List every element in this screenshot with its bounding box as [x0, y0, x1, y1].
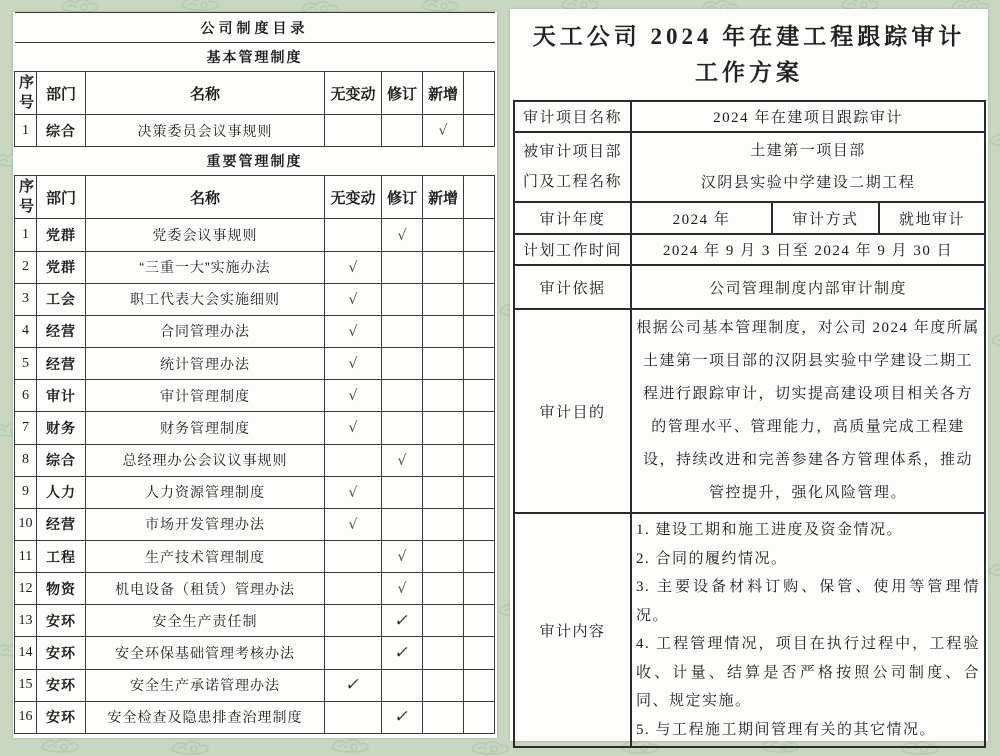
mark-cell-extra — [464, 669, 495, 701]
audit-content-item: 3. 主要设备材料订购、保管、使用等管理情况。 — [636, 579, 980, 624]
table-row — [514, 265, 985, 309]
table-row — [514, 132, 985, 202]
row-name: 机电设备（租赁）管理办法 — [86, 573, 325, 605]
mark-cell-extra — [464, 251, 495, 283]
column-header-revised: 修订 — [382, 72, 423, 115]
mark-cell-revised — [382, 251, 423, 283]
mark-cell-revised — [382, 412, 423, 444]
table-row — [514, 309, 985, 513]
mark-cell-added — [423, 315, 464, 347]
mark-cell-extra — [464, 348, 495, 380]
mark-cell-added — [423, 380, 464, 412]
mark-cell-revised — [382, 508, 423, 540]
row-name: 安全环保基础管理考核办法 — [86, 637, 325, 669]
mark-cell-extra — [464, 701, 495, 733]
table-row — [15, 701, 495, 733]
mark-cell-revised — [382, 115, 423, 147]
row-name: 市场开发管理办法 — [86, 508, 325, 540]
mark-cell-added — [423, 251, 464, 283]
mark-cell-extra — [464, 412, 495, 444]
doodle-icon — [987, 560, 1000, 578]
doodle-icon — [330, 736, 372, 754]
row-seq: 12 — [15, 573, 37, 605]
checkmark-icon: √ — [348, 323, 358, 340]
table-row — [15, 348, 495, 380]
section-heading-row — [15, 43, 495, 72]
mark-cell-unchanged — [325, 637, 382, 669]
row-dept: 安环 — [37, 669, 86, 701]
table-row — [15, 637, 495, 669]
row-name: 合同管理办法 — [86, 315, 325, 347]
row-dept: 经营 — [37, 508, 86, 540]
row-dept: 工程 — [37, 540, 86, 572]
row-seq: 1 — [15, 219, 37, 251]
table-row — [514, 101, 985, 132]
row-seq: 13 — [15, 605, 37, 637]
mark-cell-revised — [382, 476, 423, 508]
column-header-row — [15, 72, 495, 115]
audit-basis-label: 审计依据 — [514, 265, 631, 309]
row-name: 决策委员会议事规则 — [86, 115, 325, 147]
company-system-directory-table — [14, 12, 495, 734]
row-seq: 14 — [15, 637, 37, 669]
mark-cell-revised — [382, 380, 423, 412]
mark-cell-extra — [464, 315, 495, 347]
doodle-icon — [180, 0, 222, 12]
row-seq: 5 — [15, 348, 37, 380]
mark-cell-revised — [382, 669, 423, 701]
row-dept: 综合 — [37, 115, 86, 147]
row-name: 财务管理制度 — [86, 412, 325, 444]
doodle-icon — [990, 330, 1000, 348]
checkmark-icon: √ — [348, 516, 358, 533]
row-name: 总经理办公会议议事规则 — [86, 444, 325, 476]
table-title-row — [15, 13, 495, 43]
mark-cell-revised — [382, 605, 423, 637]
row-name: 统计管理办法 — [86, 348, 325, 380]
table-row — [15, 283, 495, 315]
row-dept: 工会 — [37, 283, 86, 315]
audited-dept-label: 被审计项目部 门及工程名称 — [514, 132, 631, 202]
column-header-unchanged: 无变动 — [325, 176, 382, 219]
row-dept: 经营 — [37, 348, 86, 380]
mark-cell-revised — [382, 701, 423, 733]
checkmark-icon: √ — [348, 420, 358, 437]
table-row — [514, 234, 985, 265]
mark-cell-extra — [464, 219, 495, 251]
doodle-icon — [170, 738, 212, 756]
column-header-name: 名称 — [86, 72, 325, 115]
row-name: 安全生产承诺管理办法 — [86, 669, 325, 701]
mark-cell-extra — [464, 540, 495, 572]
row-seq: 15 — [15, 669, 37, 701]
table-row — [15, 605, 495, 637]
table-row — [514, 513, 985, 747]
row-seq: 10 — [15, 508, 37, 540]
row-seq: 4 — [15, 315, 37, 347]
mark-cell-added — [423, 476, 464, 508]
audit-plan-title — [510, 19, 988, 91]
column-header-seq: 序号 — [15, 72, 37, 115]
mark-cell-unchanged — [325, 476, 382, 508]
mark-cell-unchanged — [325, 701, 382, 733]
column-header-added: 新增 — [423, 176, 464, 219]
project-name-label: 审计项目名称 — [514, 101, 631, 132]
row-seq: 1 — [15, 115, 37, 147]
table-row — [15, 669, 495, 701]
mark-cell-extra — [464, 283, 495, 315]
audit-plan-title-line1: 天工公司 2024 年在建工程跟踪审计 — [532, 24, 966, 49]
checkmark-icon: √ — [348, 291, 358, 308]
mark-cell-revised — [382, 540, 423, 572]
mark-cell-revised — [382, 283, 423, 315]
row-dept: 安环 — [37, 637, 86, 669]
row-name: 审计管理制度 — [86, 380, 325, 412]
row-seq: 9 — [15, 476, 37, 508]
mark-cell-added — [423, 540, 464, 572]
table-row — [15, 508, 495, 540]
mark-cell-revised — [382, 348, 423, 380]
mark-cell-extra — [464, 115, 495, 147]
row-dept: 安环 — [37, 701, 86, 733]
audit-method-label: 审计方式 — [772, 202, 879, 234]
mark-cell-added — [423, 412, 464, 444]
audit-plan-title-line2: 工作方案 — [695, 60, 803, 85]
row-name: 党委会议事规则 — [86, 219, 325, 251]
mark-cell-unchanged — [325, 315, 382, 347]
row-name: 安全生产责任制 — [86, 605, 325, 637]
row-dept: 物资 — [37, 573, 86, 605]
table-row — [15, 315, 495, 347]
section-heading-row — [15, 147, 495, 176]
row-dept: 党群 — [37, 219, 86, 251]
audit-work-plan-sheet — [510, 9, 988, 741]
column-header-revised: 修订 — [382, 176, 423, 219]
audit-content-value — [631, 513, 985, 747]
mark-cell-extra — [464, 444, 495, 476]
mark-cell-added — [423, 283, 464, 315]
table-row — [15, 444, 495, 476]
section-heading: 基本管理制度 — [15, 43, 495, 72]
checkmark-icon: ✓ — [392, 643, 412, 663]
row-name: 生产技术管理制度 — [86, 540, 325, 572]
mark-cell-unchanged — [325, 508, 382, 540]
mark-cell-unchanged — [325, 348, 382, 380]
audited-dept-value: 土建第一项目部 汉阴县实验中学建设二期工程 — [631, 132, 985, 202]
mark-cell-added — [423, 444, 464, 476]
audit-basis-value: 公司管理制度内部审计制度 — [631, 265, 985, 309]
company-system-directory-sheet — [13, 12, 497, 738]
mark-cell-added — [423, 637, 464, 669]
doodle-icon — [988, 130, 1000, 148]
mark-cell-unchanged — [325, 669, 382, 701]
column-header-unchanged: 无变动 — [325, 72, 382, 115]
mark-cell-unchanged — [325, 412, 382, 444]
row-name: 安全检查及隐患排查治理制度 — [86, 701, 325, 733]
column-header-name: 名称 — [86, 176, 325, 219]
doodle-icon — [470, 738, 512, 756]
mark-cell-unchanged — [325, 444, 382, 476]
mark-cell-unchanged — [325, 573, 382, 605]
row-dept: 人力 — [37, 476, 86, 508]
section-heading: 重要管理制度 — [15, 147, 495, 176]
mark-cell-revised — [382, 573, 423, 605]
column-header-added: 新增 — [423, 72, 464, 115]
checkmark-icon: √ — [348, 356, 358, 373]
audit-content-item: 5. 与工程施工期间管理有关的其它情况。 — [636, 721, 937, 738]
doodle-icon — [40, 736, 82, 754]
audit-year-value: 2024 年 — [631, 202, 772, 234]
mark-cell-revised — [382, 637, 423, 669]
mark-cell-extra — [464, 637, 495, 669]
mark-cell-added — [423, 219, 464, 251]
row-dept: 审计 — [37, 380, 86, 412]
checkmark-icon: √ — [348, 259, 358, 276]
audit-content-item: 1. 建设工期和施工进度及资金情况。 — [636, 522, 904, 538]
checkmark-icon: ✓ — [392, 707, 412, 727]
mark-cell-unchanged — [325, 380, 382, 412]
audit-plan-table — [513, 100, 986, 748]
checkmark-icon: ✓ — [343, 675, 363, 695]
row-seq: 11 — [15, 540, 37, 572]
mark-cell-added — [423, 115, 464, 147]
mark-cell-added — [423, 573, 464, 605]
checkmark-icon: √ — [348, 388, 358, 405]
checkmark-icon: √ — [397, 452, 407, 469]
row-seq: 3 — [15, 283, 37, 315]
row-name: 职工代表大会实施细则 — [86, 283, 325, 315]
column-header-dept: 部门 — [37, 72, 86, 115]
left-doc-title: 公司制度目录 — [15, 13, 495, 43]
table-row — [15, 412, 495, 444]
audit-content-label: 审计内容 — [514, 513, 631, 747]
planned-time-label: 计划工作时间 — [514, 234, 631, 265]
mark-cell-revised — [382, 444, 423, 476]
audit-year-label: 审计年度 — [514, 202, 631, 234]
row-dept: 安环 — [37, 605, 86, 637]
row-dept: 经营 — [37, 315, 86, 347]
mark-cell-extra — [464, 573, 495, 605]
mark-cell-added — [423, 701, 464, 733]
mark-cell-added — [423, 605, 464, 637]
mark-cell-revised — [382, 219, 423, 251]
mark-cell-added — [423, 348, 464, 380]
row-seq: 2 — [15, 251, 37, 283]
audit-purpose-value: 根据公司基本管理制度，对公司 2024 年度所属土建第一项目部的汉阴县实验中学建设二期工程进行跟踪审计，切实提高建设项目相关各方的管理水平、管理能力，高质量完成工程建设，持续改进和完善参建各方管理体系，推动管控提升，强化风险管理。 — [631, 309, 985, 513]
checkmark-icon: √ — [397, 227, 407, 244]
checkmark-icon: √ — [348, 484, 358, 501]
mark-cell-extra — [464, 380, 495, 412]
mark-cell-extra — [464, 508, 495, 540]
table-row — [15, 219, 495, 251]
audit-content-item: 4. 工程管理情况，项目在执行过程中，工程验收、计量、结算是否严格按照公司制度、合同、规定实施。 — [636, 636, 980, 709]
checkmark-icon: √ — [438, 123, 448, 140]
row-seq: 16 — [15, 701, 37, 733]
table-row — [15, 540, 495, 572]
mark-cell-unchanged — [325, 219, 382, 251]
row-name: 人力资源管理制度 — [86, 476, 325, 508]
column-header-seq: 序号 — [15, 176, 37, 219]
checkmark-icon: ✓ — [392, 610, 412, 630]
table-row — [15, 115, 495, 147]
row-seq: 8 — [15, 444, 37, 476]
audit-content-item: 2. 合同的履约情况。 — [636, 550, 788, 567]
checkmark-icon: √ — [397, 549, 407, 566]
mark-cell-added — [423, 508, 464, 540]
audit-method-value: 就地审计 — [879, 202, 985, 234]
table-row — [15, 380, 495, 412]
mark-cell-unchanged — [325, 605, 382, 637]
row-dept: 党群 — [37, 251, 86, 283]
planned-time-value: 2024 年 9 月 3 日至 2024 年 9 月 30 日 — [631, 234, 985, 265]
mark-cell-revised — [382, 315, 423, 347]
table-row — [15, 251, 495, 283]
mark-cell-unchanged — [325, 540, 382, 572]
column-header-row — [15, 176, 495, 219]
row-name: “三重一大”实施办法 — [86, 251, 325, 283]
column-header-dept: 部门 — [37, 176, 86, 219]
column-header-extra — [464, 72, 495, 115]
table-row — [15, 476, 495, 508]
column-header-extra — [464, 176, 495, 219]
mark-cell-extra — [464, 476, 495, 508]
mark-cell-added — [423, 669, 464, 701]
row-seq: 6 — [15, 380, 37, 412]
table-row — [514, 202, 985, 234]
checkmark-icon: √ — [397, 581, 407, 598]
mark-cell-unchanged — [325, 251, 382, 283]
audit-purpose-label: 审计目的 — [514, 309, 631, 513]
row-dept: 综合 — [37, 444, 86, 476]
row-seq: 7 — [15, 412, 37, 444]
project-name-value: 2024 年在建项目跟踪审计 — [631, 101, 985, 132]
mark-cell-unchanged — [325, 115, 382, 147]
row-dept: 财务 — [37, 412, 86, 444]
table-row — [15, 573, 495, 605]
mark-cell-extra — [464, 605, 495, 637]
mark-cell-unchanged — [325, 283, 382, 315]
